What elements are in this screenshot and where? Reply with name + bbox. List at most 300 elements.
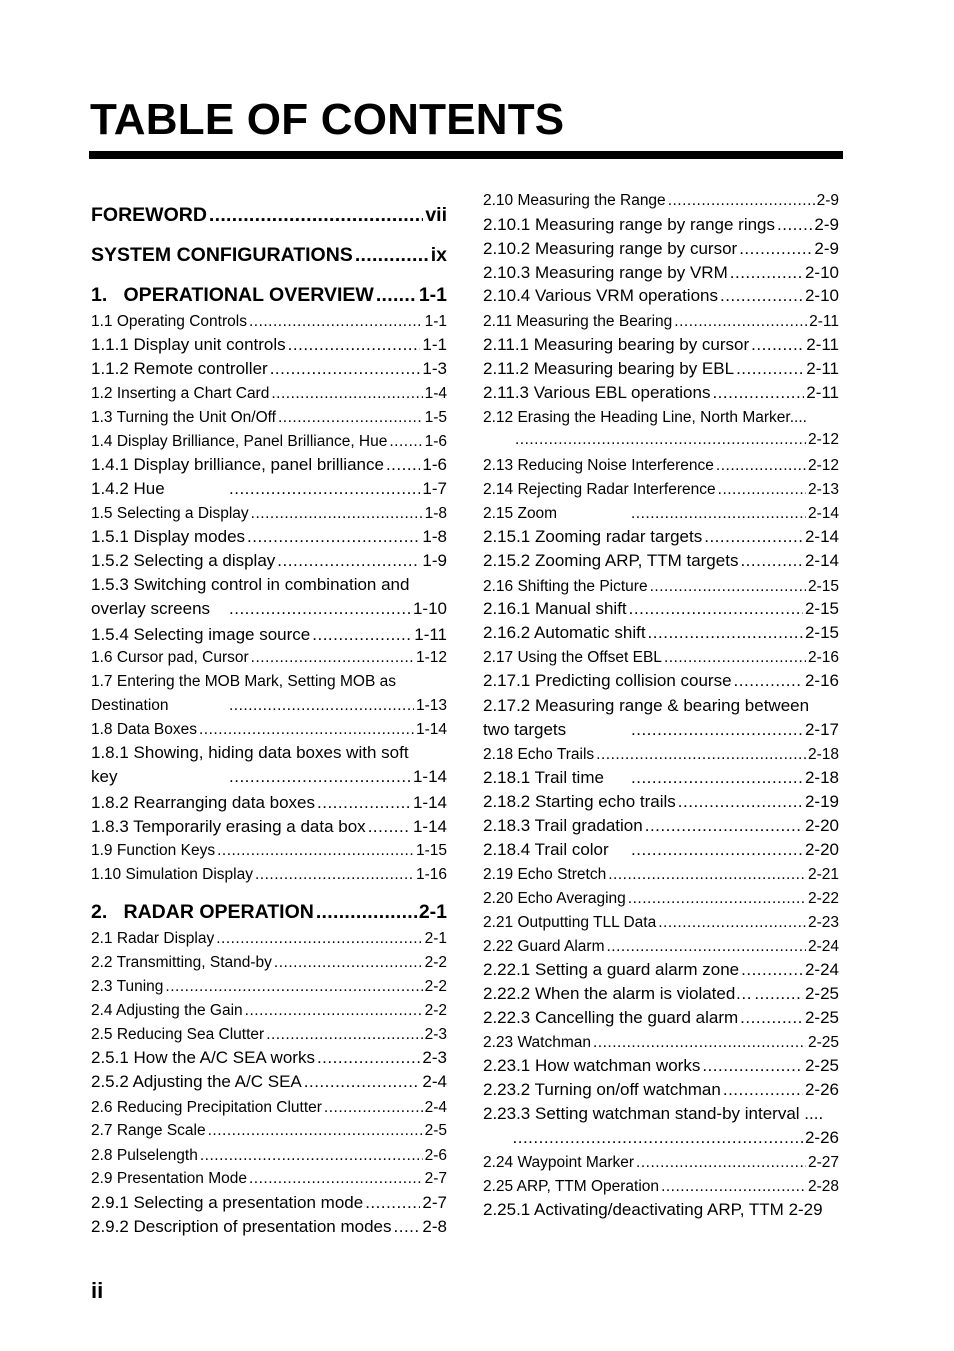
toc-entry-label: 2.18.4 Trail color — [483, 840, 609, 859]
toc-leader-dots — [217, 842, 414, 860]
toc-leader-dots — [376, 284, 417, 307]
toc-page-number: 2-26 — [804, 1128, 839, 1147]
toc-entry-label: 2.11.3 Various EBL operations — [483, 383, 711, 402]
page-number: ii — [91, 1278, 104, 1303]
toc-page-number: 1-3 — [422, 359, 447, 378]
toc-entry-label: 2.16 Shifting the Picture — [483, 578, 648, 595]
toc-entry-label: 2.24 Waypoint Marker — [483, 1154, 635, 1171]
toc-page-number: 2-4 — [422, 1072, 447, 1091]
toc-leader-dots — [734, 671, 803, 691]
toc-page-number: 2-14 — [807, 505, 839, 522]
toc-entry[interactable] — [91, 1002, 447, 1020]
toc-entry-label: 1.5.1 Display modes — [91, 527, 246, 546]
toc-leader-dots — [661, 1178, 806, 1196]
toc-entry[interactable] — [483, 1034, 839, 1052]
toc-leader-dots — [316, 901, 417, 924]
toc-entry[interactable] — [483, 383, 839, 403]
toc-page-number: 2-8 — [422, 1217, 447, 1236]
toc-entry-label: 2.5 Reducing Sea Clutter — [91, 1026, 265, 1043]
toc-page-number: 2-24 — [807, 938, 839, 955]
toc-page-number: 1-5 — [424, 409, 447, 426]
toc-leader-dots — [368, 817, 411, 837]
toc-entry-label: 2.15 Zoom — [483, 505, 558, 522]
toc-entry[interactable] — [483, 215, 839, 235]
toc-entry-label: 2.11 Measuring the Bearing — [483, 313, 673, 330]
toc-entry[interactable] — [91, 313, 447, 331]
toc-entry[interactable] — [483, 286, 839, 306]
toc-entry-label: FOREWORD — [91, 204, 207, 226]
toc-page-number: 2-13 — [807, 481, 839, 498]
toc-leader-dots — [777, 215, 812, 235]
toc-entry[interactable] — [483, 192, 839, 210]
toc-entry[interactable] — [91, 1170, 447, 1188]
toc-entry[interactable] — [91, 1217, 447, 1237]
toc-page-number: 2-2 — [424, 978, 447, 995]
toc-entry-label: 1.5 Selecting a Display — [91, 505, 249, 522]
toc-entry[interactable] — [91, 767, 447, 787]
toc-entry-label: 2.25.1 Activating/deactivating ARP, TTM — [483, 1200, 784, 1219]
toc-entry-label: 2.4 Adjusting the Gain — [91, 1002, 243, 1019]
toc-entry[interactable] — [483, 1154, 839, 1172]
toc-page-number: 2-9 — [814, 215, 839, 234]
toc-page-number: 1-9 — [422, 551, 447, 570]
toc-page-number: 2-7 — [424, 1170, 447, 1187]
toc-entry-label: 2.22.2 When the alarm is violated… — [483, 984, 753, 1003]
toc-entry[interactable] — [483, 816, 839, 836]
toc-leader-dots — [199, 721, 414, 739]
toc-leader-dots — [270, 359, 421, 379]
toc-entry-label: 1.8.2 Rearranging data boxes — [91, 793, 315, 812]
toc-entry[interactable] — [91, 1147, 447, 1165]
toc-entry[interactable] — [91, 625, 447, 645]
toc-page-number: 2-11 — [806, 335, 839, 354]
toc-page-number: 2-7 — [422, 1193, 447, 1212]
toc-entry[interactable] — [483, 263, 839, 283]
toc-entry-label: 2.22 Guard Alarm — [483, 938, 605, 955]
toc-entry-label: 2.20 Echo Averaging — [483, 890, 626, 907]
toc-entry-line1[interactable]: 2.12 Erasing the Heading Line, North Marker.... — [483, 409, 807, 426]
toc-page-number: 2-1 — [418, 901, 447, 923]
toc-leader-dots — [628, 890, 806, 908]
toc-leader-dots — [317, 1048, 420, 1068]
toc-page-number: 2-2 — [424, 1002, 447, 1019]
toc-entry[interactable] — [483, 1178, 839, 1196]
toc-entry-label: 2.16.1 Manual shift — [483, 599, 627, 618]
toc-page-number: 1-14 — [412, 793, 447, 812]
toc-leader-dots — [304, 1072, 421, 1092]
toc-page-number: 2-24 — [804, 960, 839, 979]
toc-entry[interactable] — [483, 599, 839, 619]
toc-leader-dots — [702, 1056, 803, 1076]
toc-page-number: 2-1 — [424, 930, 447, 947]
toc-page-number: 2-28 — [807, 1178, 839, 1195]
toc-leader-dots — [365, 1193, 420, 1213]
toc-leader-dots — [274, 954, 423, 972]
toc-entry-label: 2.10.2 Measuring range by cursor — [483, 239, 738, 258]
toc-entry-label: 2.23.1 How watchman works — [483, 1056, 701, 1075]
toc-entry[interactable] — [483, 938, 839, 956]
toc-page-number: 2-16 — [807, 649, 839, 666]
toc-leader-dots — [277, 551, 420, 571]
toc-entry-label: 1.8.3 Temporarily erasing a data box — [91, 817, 366, 836]
toc-entry-label: 2.9.1 Selecting a presentation mode — [91, 1193, 364, 1212]
toc-page-number: 1-11 — [414, 625, 447, 644]
toc-page-number: 2-27 — [807, 1154, 839, 1171]
toc-entry-label: 1.2 Inserting a Chart Card — [91, 385, 270, 402]
toc-page-number: 1-7 — [422, 479, 447, 498]
toc-page-number: 2-15 — [804, 623, 839, 642]
toc-entry-label: 2.3 Tuning — [91, 978, 164, 995]
toc-leader-dots — [736, 359, 804, 379]
toc-leader-dots — [165, 978, 422, 996]
toc-page-number: 2-20 — [804, 840, 839, 859]
toc-entry[interactable] — [91, 817, 447, 837]
toc-leader-dots — [730, 263, 803, 283]
toc-entry[interactable] — [483, 649, 839, 667]
toc-page-number: 1-14 — [412, 767, 447, 786]
toc-chapter-entry[interactable] — [91, 901, 447, 924]
toc-leader-dots — [209, 204, 423, 227]
toc-entry-label: 1.1 Operating Controls — [91, 313, 247, 330]
page-title: TABLE OF CONTENTS — [90, 95, 565, 144]
toc-entry[interactable] — [483, 840, 839, 860]
toc-page-number: 1-13 — [415, 697, 447, 714]
toc-page-number: 2-5 — [424, 1122, 447, 1139]
toc-leader-dots — [741, 960, 803, 980]
toc-page-number: 2-20 — [804, 816, 839, 835]
toc-leader-dots — [712, 383, 804, 403]
toc-leader-dots — [631, 840, 803, 860]
toc-entry[interactable] — [91, 599, 447, 619]
toc-entry[interactable] — [91, 335, 447, 355]
toc-page-number: 1-16 — [415, 866, 447, 883]
toc-entry[interactable] — [483, 481, 839, 499]
toc-entry[interactable] — [91, 359, 447, 379]
toc-entry[interactable] — [91, 527, 447, 547]
toc-page-number: 1-8 — [424, 505, 447, 522]
toc-leader-dots — [317, 793, 411, 813]
toc-entry-label: 2.17.1 Predicting collision course — [483, 671, 732, 690]
toc-entry[interactable] — [91, 385, 447, 403]
toc-entry-label: 1.10 Simulation Display — [91, 866, 253, 883]
toc-leader-dots — [674, 313, 807, 331]
toc-entry-label: 2.22.1 Setting a guard alarm zone — [483, 960, 740, 979]
toc-page-number: 1-1 — [418, 284, 447, 306]
toc-entry[interactable] — [483, 720, 839, 740]
toc-entry[interactable] — [91, 793, 447, 813]
toc-page-number: 1-10 — [412, 599, 447, 618]
toc-entry[interactable] — [483, 960, 839, 980]
toc-entry[interactable] — [91, 978, 447, 996]
toc-entry[interactable] — [91, 1193, 447, 1213]
toc-leader-dots — [249, 313, 423, 331]
toc-entry-label: 2.16.2 Automatic shift — [483, 623, 646, 642]
toc-page-number: 2-26 — [804, 1080, 839, 1099]
toc-entry[interactable] — [483, 1080, 839, 1100]
toc-entry[interactable] — [483, 1056, 839, 1076]
toc-leader-dots — [216, 930, 422, 948]
toc-entry[interactable] — [483, 359, 839, 379]
toc-entry-line1[interactable]: 1.5.3 Switching control in combination and — [91, 575, 410, 594]
toc-leader-dots — [513, 1128, 803, 1148]
toc-page-number: 1-1 — [424, 313, 447, 330]
toc-page-number: 2-6 — [424, 1147, 447, 1164]
toc-entry[interactable] — [483, 746, 839, 764]
toc-leader-dots — [229, 479, 420, 499]
toc-entry-label: 1.4.1 Display brilliance, panel brilliance — [91, 455, 384, 474]
toc-entry[interactable] — [483, 671, 839, 691]
toc-page-number: 2-11 — [806, 359, 839, 378]
toc-leader-dots — [629, 599, 803, 619]
toc-entry-label: 2.7 Range Scale — [91, 1122, 206, 1139]
toc-entry[interactable] — [483, 578, 839, 596]
toc-page-number: 2-11 — [806, 383, 839, 402]
toc-entry-label: 2.17 Using the Offset EBL — [483, 649, 662, 666]
toc-leader-dots — [229, 599, 411, 619]
toc-entry-label: 2.6 Reducing Precipitation Clutter — [91, 1099, 322, 1116]
toc-entry[interactable] — [91, 505, 447, 523]
toc-leader-dots — [606, 938, 805, 956]
toc-entry-line1[interactable]: 1.8.1 Showing, hiding data boxes with soft — [91, 743, 409, 762]
toc-page-number: 2-9 — [814, 239, 839, 258]
toc-entry[interactable] — [91, 479, 447, 499]
toc-entry[interactable] — [483, 768, 839, 788]
toc-entry[interactable] — [91, 721, 447, 739]
toc-entry-line1[interactable]: 2.17.2 Measuring range & bearing between — [483, 696, 810, 715]
toc-entry-label: 2.15.1 Zooming radar targets — [483, 527, 703, 546]
toc-entry-label: 1.9 Function Keys — [91, 842, 216, 859]
toc-page-number: 2-23 — [807, 914, 839, 931]
toc-leader-dots — [389, 433, 422, 451]
toc-entry-label: 2.5.1 How the A/C SEA works — [91, 1048, 315, 1067]
title-rule — [89, 151, 843, 159]
toc-leader-dots — [271, 385, 422, 403]
toc-leader-dots — [229, 767, 411, 787]
toc-leader-dots — [515, 431, 806, 449]
toc-page-number: 2-17 — [804, 720, 839, 739]
toc-entry-label: 2.21 Outputting TLL Data — [483, 914, 657, 931]
toc-entry[interactable] — [91, 409, 447, 427]
toc-leader-dots — [608, 866, 806, 884]
toc-entry[interactable] — [91, 1048, 447, 1068]
toc-entry-label: 2.23.2 Turning on/off watchman — [483, 1080, 721, 1099]
toc-entry-label: 2.10 Measuring the Range — [483, 192, 666, 209]
toc-entry-label: 1. OPERATIONAL OVERVIEW — [91, 284, 374, 306]
toc-leader-dots — [751, 335, 804, 355]
toc-leader-dots — [229, 697, 414, 715]
toc-page-number: 2-3 — [422, 1048, 447, 1067]
toc-leader-dots — [247, 527, 420, 547]
toc-entry[interactable] — [483, 914, 839, 932]
toc-entry-label: 1.6 Cursor pad, Cursor — [91, 649, 249, 666]
toc-entry-label: 2.25 ARP, TTM Operation — [483, 1178, 660, 1195]
toc-entry-label: 1.1.1 Display unit controls — [91, 335, 286, 354]
toc-entry[interactable] — [483, 313, 839, 331]
toc-entry[interactable] — [483, 551, 839, 571]
toc-page-number: 1-12 — [415, 649, 447, 666]
toc-entry[interactable] — [91, 1099, 447, 1117]
toc-page-number: 1-6 — [424, 433, 447, 450]
toc-entry-label: 2.15.2 Zooming ARP, TTM targets — [483, 551, 739, 570]
toc-leader-dots — [593, 1034, 806, 1052]
toc-page-number: 1-8 — [422, 527, 447, 546]
toc-entry-label: 2.19 Echo Stretch — [483, 866, 607, 883]
toc-entry-label: 2.8 Pulselength — [91, 1147, 198, 1164]
toc-entry[interactable] — [483, 505, 839, 523]
toc-page-number: 1-15 — [415, 842, 447, 859]
toc-leader-dots — [650, 578, 806, 596]
toc-chapter-entry[interactable] — [91, 244, 447, 267]
toc-leader-dots — [631, 505, 806, 523]
toc-entry[interactable] — [483, 335, 839, 355]
toc-entry[interactable] — [91, 1026, 447, 1044]
toc-entry-label: key — [91, 767, 118, 786]
toc-entry[interactable] — [91, 1122, 447, 1140]
toc-leader-dots — [245, 1002, 423, 1020]
toc-leader-dots — [249, 1170, 423, 1188]
toc-entry[interactable] — [91, 697, 447, 715]
toc-page-number: 2-3 — [424, 1026, 447, 1043]
toc-entry[interactable] — [91, 455, 447, 475]
toc-leader-dots — [386, 455, 420, 475]
toc-leader-dots — [251, 649, 414, 667]
toc-entry-label: 1.4.2 Hue — [91, 479, 165, 498]
toc-entry[interactable] — [91, 930, 447, 948]
toc-entry-line1[interactable]: 2.23.3 Setting watchman stand-by interval .... — [483, 1104, 824, 1123]
toc-page-number: 1-14 — [415, 721, 447, 738]
toc-leader-dots — [631, 720, 803, 740]
toc-page-number: 2-19 — [804, 792, 839, 811]
toc-entry-label: Destination — [91, 697, 169, 714]
toc-entry[interactable] — [483, 984, 839, 1004]
toc-entry[interactable] — [91, 551, 447, 571]
toc-entry-label: 2.10.3 Measuring range by VRM — [483, 263, 728, 282]
toc-entry-label: 1.4 Display Brilliance, Panel Brilliance, Hue — [91, 433, 388, 450]
toc-leader-dots — [266, 1026, 422, 1044]
toc-entry[interactable] — [91, 649, 447, 667]
toc-page-number: 2-12 — [807, 431, 839, 448]
toc-entry[interactable] — [483, 527, 839, 547]
toc-page-number: vii — [425, 204, 447, 226]
toc-entry-label: 2.10.4 Various VRM operations — [483, 286, 718, 305]
toc-entry-label: 2.11.2 Measuring bearing by EBL — [483, 359, 735, 378]
toc-leader-dots — [208, 1122, 423, 1140]
toc-entry-label: 2.11.1 Measuring bearing by cursor — [483, 335, 750, 354]
toc-entry-label: 2.1 Radar Display — [91, 930, 215, 947]
toc-entry-label: 1.8 Data Boxes — [91, 721, 197, 738]
toc-page-number: 1-14 — [412, 817, 447, 836]
toc-leader-dots — [355, 244, 429, 267]
toc-page-number: 2-12 — [807, 457, 839, 474]
toc-page-number: 1-1 — [422, 335, 447, 354]
toc-entry-line1[interactable]: 1.7 Entering the MOB Mark, Setting MOB as — [91, 673, 396, 690]
toc-leader-dots — [658, 914, 806, 932]
toc-entry-label: 2.2 Transmitting, Stand-by — [91, 954, 272, 971]
toc-chapter-entry[interactable] — [91, 284, 447, 307]
toc-entry-label: 2.23 Watchman — [483, 1034, 591, 1051]
toc-entry[interactable] — [91, 842, 447, 860]
toc-page-number: 2-11 — [809, 313, 839, 330]
toc-entry-label: 2.22.3 Cancelling the guard alarm — [483, 1008, 739, 1027]
toc-page-number: 2-25 — [804, 1056, 839, 1075]
toc-page-number: 2-14 — [804, 527, 839, 546]
toc-entry-label: 2.10.1 Measuring range by range rings — [483, 215, 776, 234]
toc-leader-dots — [645, 816, 803, 836]
toc-page-number: 2-29 — [788, 1200, 823, 1219]
toc-entry[interactable] — [483, 239, 839, 259]
toc-leader-dots — [636, 1154, 806, 1172]
toc-page-number: 2-25 — [804, 984, 839, 1003]
toc-page-number: ix — [430, 244, 447, 266]
toc-leader-dots — [312, 625, 412, 645]
toc-entry-label: 2.18 Echo Trails — [483, 746, 595, 763]
toc-entry[interactable] — [483, 623, 839, 643]
toc-entry[interactable] — [483, 890, 839, 908]
toc-leader-dots — [255, 866, 414, 884]
toc-entry[interactable] — [483, 866, 839, 884]
toc-entry-label: 1.3 Turning the Unit On/Off — [91, 409, 276, 426]
toc-page-number: 2-18 — [807, 746, 839, 763]
toc-leader-dots — [278, 409, 423, 427]
toc-page-number: 2-14 — [804, 551, 839, 570]
toc-page-number: 1-6 — [422, 455, 447, 474]
toc-entry-label: 1.5.2 Selecting a display — [91, 551, 276, 570]
toc-page-number: 2-15 — [807, 578, 839, 595]
toc-page-number: 2-10 — [804, 286, 839, 305]
toc-entry[interactable] — [91, 954, 447, 972]
toc-page-number: 2-16 — [804, 671, 839, 690]
toc-entry-label: 2.5.2 Adjusting the A/C SEA — [91, 1072, 302, 1091]
toc-page-number: 2-21 — [807, 866, 839, 883]
toc-entry-label: SYSTEM CONFIGURATIONS — [91, 244, 353, 266]
toc-entry-label: 2.14 Rejecting Radar Interference — [483, 481, 716, 498]
toc-page-number: 1-4 — [424, 385, 447, 402]
toc-entry[interactable] — [91, 1072, 447, 1092]
toc-entry[interactable] — [91, 433, 447, 451]
toc-entry[interactable] — [483, 792, 839, 812]
toc-leader-dots — [739, 239, 812, 259]
toc-entry[interactable] — [483, 431, 839, 449]
toc-leader-dots — [200, 1147, 423, 1165]
toc-leader-dots — [288, 335, 421, 355]
toc-entry-label: 2.9 Presentation Mode — [91, 1170, 247, 1187]
toc-entry[interactable] — [483, 1128, 839, 1148]
toc-entry[interactable] — [91, 866, 447, 884]
toc-entry[interactable] — [483, 1008, 839, 1028]
toc-page-number: 2-15 — [804, 599, 839, 618]
toc-entry[interactable] — [483, 457, 839, 475]
toc-entry-label: 2. RADAR OPERATION — [91, 901, 314, 923]
toc-entry-label: 1.1.2 Remote controller — [91, 359, 268, 378]
toc-leader-dots — [740, 551, 803, 571]
toc-chapter-entry[interactable] — [91, 204, 447, 227]
toc-page-number: 2-18 — [804, 768, 839, 787]
toc-entry-label: 2.18.2 Starting echo trails — [483, 792, 676, 811]
toc-leader-dots — [631, 768, 803, 788]
toc-entry-label: two targets — [483, 720, 567, 739]
toc-page-number: 2-2 — [424, 954, 447, 971]
toc-page-number: 2-4 — [424, 1099, 447, 1116]
toc-entry-label: 2.13 Reducing Noise Interference — [483, 457, 714, 474]
toc-leader-dots — [596, 746, 806, 764]
toc-entry[interactable] — [483, 1200, 839, 1220]
toc-leader-dots — [664, 649, 806, 667]
toc-page-number: 2-10 — [804, 263, 839, 282]
toc-entry-label: 1.5.4 Selecting image source — [91, 625, 311, 644]
toc-page-number: 2-22 — [807, 890, 839, 907]
toc-leader-dots — [740, 1008, 803, 1028]
toc-entry-label: 2.18.3 Trail gradation — [483, 816, 643, 835]
